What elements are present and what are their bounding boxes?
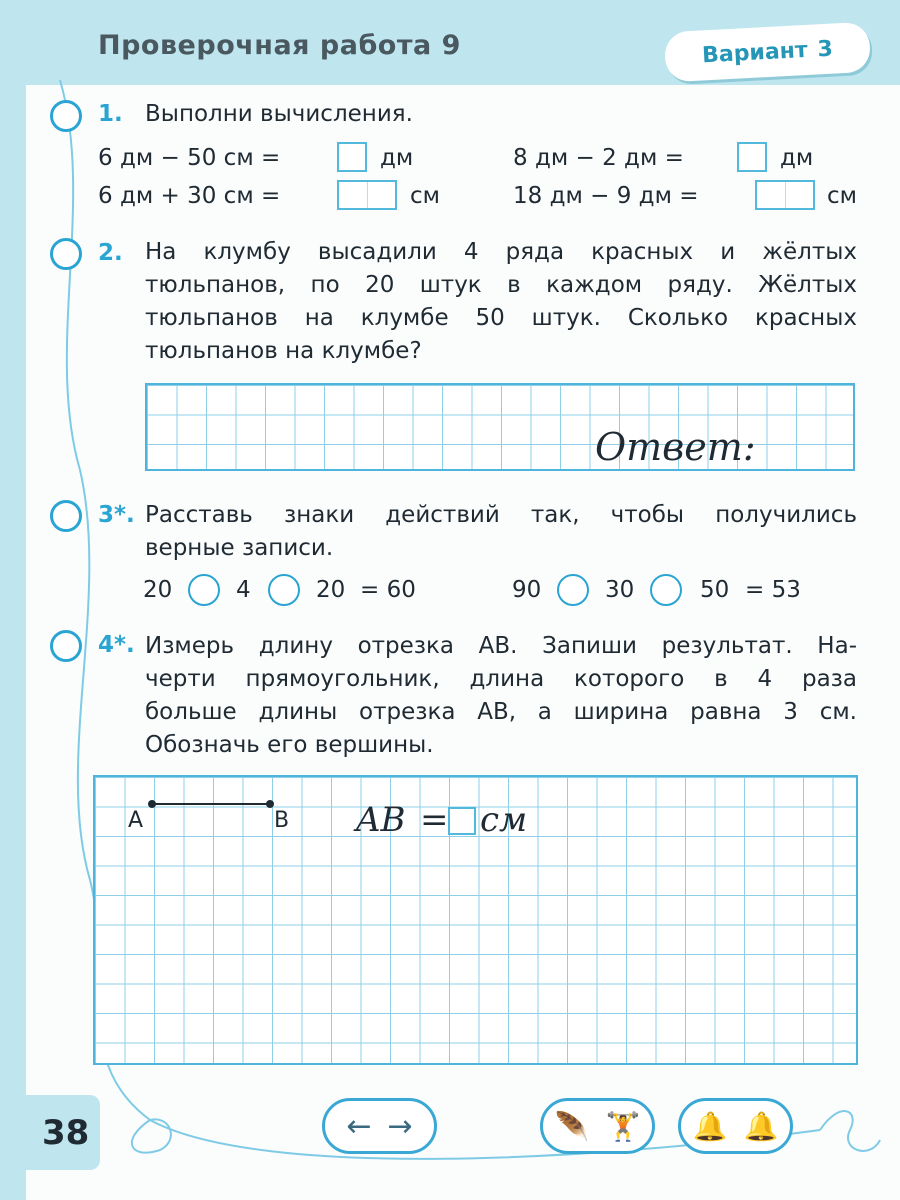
task1-title: Выполни вычисления. [145, 101, 413, 127]
task2-line4: тюльпанов на клумбе? [145, 338, 422, 364]
segment-ab [140, 795, 290, 815]
task4-line4: Обозначь его вершины. [145, 732, 434, 758]
point-b-label: B [274, 808, 290, 833]
point-a-label: A [128, 808, 144, 833]
task3-eq2-b: 30 [605, 577, 635, 603]
task2-line3: тюльпанов на клумбе 50 штук. Сколько красных [145, 305, 857, 331]
task2-line2: тюльпанов, по 20 штук в каждом ряду. Жёлтых [145, 272, 857, 298]
task3-eq1-b: 4 [236, 577, 251, 603]
task1-answer-box-3[interactable] [337, 180, 397, 210]
ab-label: AB [356, 800, 406, 840]
arrow-right-icon[interactable]: → [387, 1108, 413, 1144]
task3-eq2-c: 50 [700, 577, 730, 603]
task2-line1: На клумбу высадили 4 ряда красных и жёлтых [145, 239, 857, 265]
task2-number: 2. [98, 240, 123, 266]
task1-unit4: см [827, 183, 857, 209]
nav-bells-pill[interactable] [678, 1098, 793, 1154]
task3-marker-circle [50, 500, 82, 532]
task1-number: 1. [98, 101, 123, 127]
task3-eq2-op1-circle[interactable] [557, 574, 589, 606]
task1-expr2: 8 дм − 2 дм = [513, 145, 684, 171]
task1-answer-box-4[interactable] [755, 180, 815, 210]
task3-eq1-c: 20 [316, 577, 346, 603]
task3-eq1-a: 20 [143, 577, 173, 603]
bell-icon: 🔔 [692, 1109, 728, 1143]
task1-answer-box-2[interactable] [737, 142, 767, 172]
variant-label: Вариант [701, 37, 809, 68]
ab-equals: = [420, 800, 449, 840]
task4-marker-circle [50, 630, 82, 662]
task1-marker-circle [50, 100, 82, 132]
feather-icon: 🪶 [554, 1109, 590, 1143]
task3-eq2-op2-circle[interactable] [650, 574, 682, 606]
task3-text [145, 499, 857, 565]
weightlifter-icon: 🏋 [605, 1109, 641, 1143]
task3-eq1-op2-circle[interactable] [268, 574, 300, 606]
task4-text [145, 630, 857, 762]
task1-unit3: см [410, 183, 440, 209]
bell-icon-2: 🔔 [743, 1109, 779, 1143]
task1-unit1: дм [380, 145, 414, 171]
task1-expr3: 6 дм + 30 см = [98, 183, 281, 209]
page-number: 38 [42, 1113, 90, 1153]
task4-number: 4*. [98, 632, 135, 658]
ab-answer-box[interactable] [448, 807, 476, 835]
page-title: Проверочная работа 9 [98, 30, 461, 61]
task1-answer-box-1[interactable] [337, 142, 367, 172]
task4-line2: черти прямоугольник, длина которого в 4 раза [145, 666, 857, 692]
task3-eq2-a: 90 [512, 577, 542, 603]
task3-eq1-result: = 60 [360, 577, 416, 603]
task3-eq1-op1-circle[interactable] [188, 574, 220, 606]
task4-line1: Измерь длину отрезка AB. Запиши результат. На- [145, 633, 857, 659]
task3-line1: Расставь знаки действий так, чтобы получились [145, 502, 857, 528]
task3-eq2-result: = 53 [745, 577, 801, 603]
task2-marker-circle [50, 238, 82, 270]
task1-expr1: 6 дм − 50 см = [98, 145, 281, 171]
task2-answer-label: Ответ: [595, 425, 756, 469]
arrow-left-icon[interactable]: ← [346, 1108, 372, 1144]
task3-line2: верные записи. [145, 535, 334, 561]
variant-number: 3 [816, 36, 834, 62]
task3-number: 3*. [98, 502, 135, 528]
task2-text [145, 236, 857, 368]
task4-line3: больше длины отрезка AB, а ширина равна 3 см. [145, 699, 857, 725]
task1-unit2: дм [780, 145, 814, 171]
nav-activity-pill[interactable] [540, 1098, 655, 1154]
task1-expr4: 18 дм − 9 дм = [513, 183, 699, 209]
ab-unit: см [480, 800, 528, 840]
nav-arrows-pill[interactable] [322, 1098, 437, 1154]
